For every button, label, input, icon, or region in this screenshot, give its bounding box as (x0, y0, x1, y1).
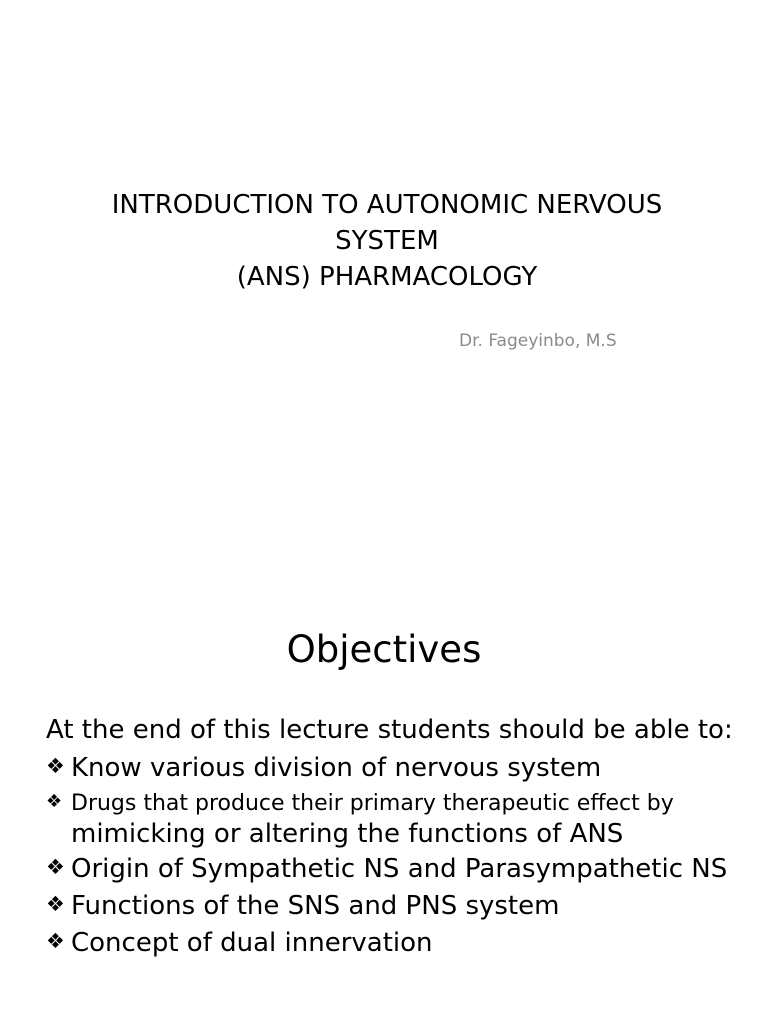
diamond-bullet-icon: ❖ (46, 929, 65, 953)
objectives-title: Objectives (286, 628, 482, 671)
objective-item (46, 890, 736, 923)
slide-title (40, 187, 734, 295)
objective-text: Origin of Sympathetic NS and Parasympathetic NS (71, 854, 728, 884)
objectives-intro: At the end of this lecture students should be able to: (46, 715, 733, 745)
slide-title-line: (ANS) PHARMACOLOGY (236, 262, 538, 292)
objective-item (46, 752, 736, 785)
objective-text: Drugs that produce their primary therapeutic effect by (71, 791, 674, 816)
objectives-body (46, 714, 736, 964)
objective-text: mimicking or altering the functions of ANS (71, 819, 624, 849)
objective-item (46, 853, 736, 886)
slide-title-line: INTRODUCTION TO AUTONOMIC NERVOUS (111, 190, 663, 220)
objective-item (46, 789, 736, 849)
diamond-bullet-icon: ❖ (46, 754, 65, 778)
objective-text: Know various division of nervous system (71, 753, 602, 783)
objective-text: Concept of dual innervation (71, 928, 433, 958)
diamond-bullet-icon: ❖ (46, 855, 65, 879)
diamond-bullet-icon: ❖ (46, 892, 65, 916)
diamond-bullet-icon: ❖ (46, 791, 63, 812)
objectives-slide (0, 576, 768, 1024)
author-subtitle: Dr. Fageyinbo, M.S (459, 331, 617, 351)
objective-text: Functions of the SNS and PNS system (71, 891, 560, 921)
slide-title-line: SYSTEM (335, 226, 439, 256)
objective-item (46, 927, 736, 960)
